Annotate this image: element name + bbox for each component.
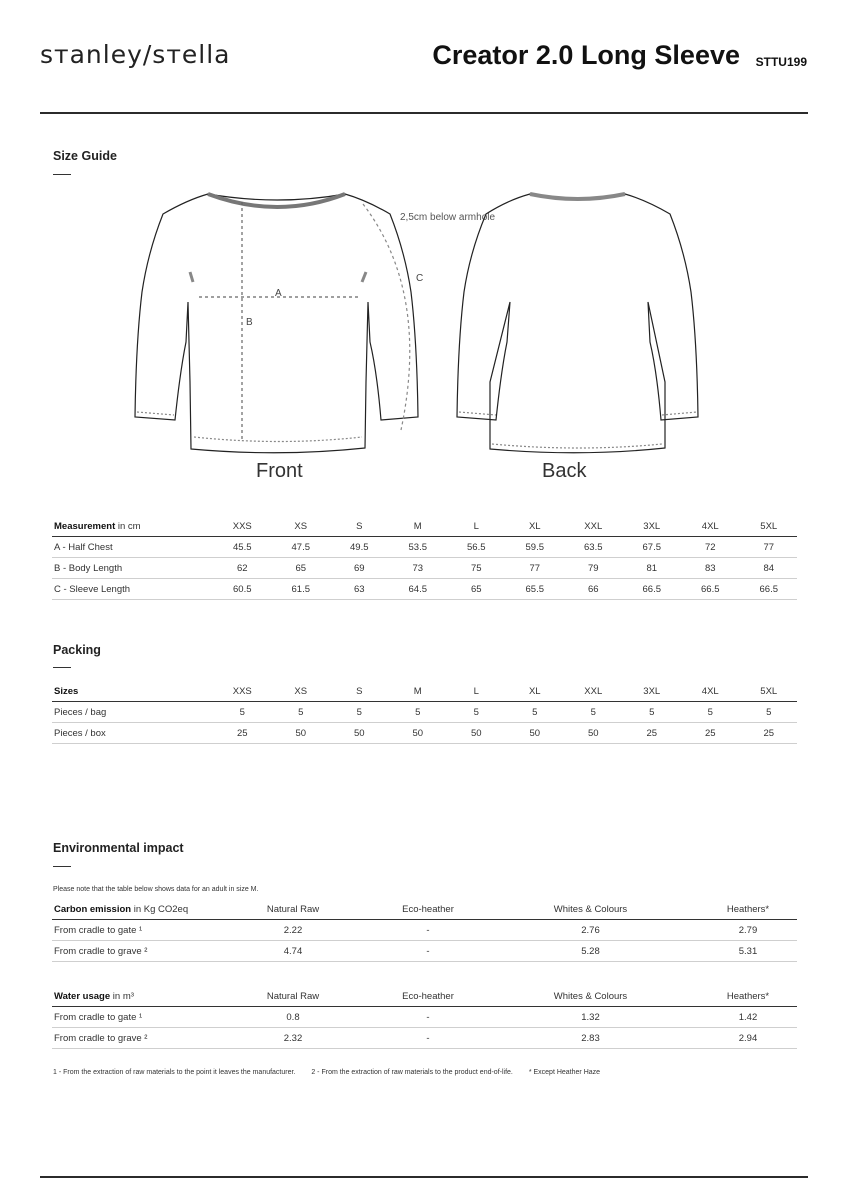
water-header-row (52, 986, 797, 1007)
table-cell: 59.5 (505, 537, 564, 558)
marker-a: A (275, 288, 282, 299)
table-cell: 63.5 (563, 537, 622, 558)
column-header: Heathers* (697, 986, 797, 1007)
column-header: XXL (563, 516, 622, 537)
table-cell: 2.32 (212, 1028, 372, 1049)
column-header: Heathers* (697, 899, 797, 920)
table-cell: 60.5 (212, 579, 271, 600)
table-cell: 83 (680, 558, 739, 579)
table-cell: 50 (271, 723, 330, 744)
carbon-header-label: Carbon emission in Kg CO2eq (52, 899, 212, 920)
table-row (52, 537, 797, 558)
table-cell: 77 (505, 558, 564, 579)
row-label: From cradle to gate ¹ (52, 1007, 212, 1028)
table-cell: 50 (446, 723, 505, 744)
column-header: 4XL (680, 681, 739, 702)
table-cell: 73 (388, 558, 447, 579)
row-label: B - Body Length (52, 558, 212, 579)
table-cell: 50 (388, 723, 447, 744)
garment-diagram (130, 182, 710, 457)
table-row (52, 558, 797, 579)
environment-note: Please note that the table below shows data for an adult in size M. (53, 886, 259, 893)
table-cell: 5 (739, 702, 798, 723)
row-label: From cradle to gate ¹ (52, 920, 212, 941)
table-cell: 45.5 (212, 537, 271, 558)
table-cell: 47.5 (271, 537, 330, 558)
table-cell: 2.22 (212, 920, 372, 941)
column-header: Eco-heather (372, 986, 482, 1007)
column-header: XS (271, 516, 330, 537)
column-header: S (329, 681, 388, 702)
table-cell: 81 (622, 558, 681, 579)
table-cell: 61.5 (271, 579, 330, 600)
table-cell: 75 (446, 558, 505, 579)
column-header: M (388, 516, 447, 537)
footnote-3: * Except Heather Haze (528, 1069, 601, 1076)
table-cell: 5 (622, 702, 681, 723)
brand-logo: sтanley/sтella (40, 40, 231, 69)
table-cell: 65.5 (505, 579, 564, 600)
carbon-header-row (52, 899, 797, 920)
table-row (52, 941, 797, 962)
table-row (52, 723, 797, 744)
table-cell: 66.5 (622, 579, 681, 600)
column-header: 4XL (680, 516, 739, 537)
footnotes (53, 1069, 614, 1076)
column-header: XL (505, 516, 564, 537)
table-cell: 25 (739, 723, 798, 744)
table-cell: 66.5 (680, 579, 739, 600)
column-header: 5XL (739, 681, 798, 702)
column-header: Whites & Colours (482, 899, 697, 920)
table-cell: 0.8 (212, 1007, 372, 1028)
packing-header-label: Sizes (52, 681, 212, 702)
table-cell: 1.32 (482, 1007, 697, 1028)
environment-underline (53, 866, 71, 867)
footnote-2: 2 - From the extraction of raw materials to the product end-of-life. (311, 1069, 513, 1076)
table-cell: - (372, 941, 482, 962)
table-cell: 79 (563, 558, 622, 579)
sleeve-length-line (363, 204, 410, 430)
water-header-label: Water usage in m³ (52, 986, 212, 1007)
carbon-table (52, 899, 797, 962)
table-cell: 50 (329, 723, 388, 744)
table-cell: 72 (680, 537, 739, 558)
column-header: XXS (212, 681, 271, 702)
column-header: 3XL (622, 516, 681, 537)
table-cell: 2.76 (482, 920, 697, 941)
table-cell: 65 (446, 579, 505, 600)
table-cell: 62 (212, 558, 271, 579)
table-cell: 5 (563, 702, 622, 723)
product-reference: STTU199 (755, 55, 807, 69)
table-row (52, 579, 797, 600)
column-header: S (329, 516, 388, 537)
environment-heading: Environmental impact (53, 841, 184, 855)
water-table (52, 986, 797, 1049)
header-divider (40, 112, 808, 114)
measurement-header-label: Measurement in cm (52, 516, 212, 537)
table-cell: 77 (739, 537, 798, 558)
table-cell: 56.5 (446, 537, 505, 558)
column-header: Natural Raw (212, 899, 372, 920)
table-cell: 5 (388, 702, 447, 723)
packing-header-row (52, 681, 797, 702)
table-cell: 53.5 (388, 537, 447, 558)
table-cell: 5 (446, 702, 505, 723)
column-header: Whites & Colours (482, 986, 697, 1007)
table-row (52, 702, 797, 723)
size-guide-heading: Size Guide (53, 149, 117, 163)
marker-c: C (416, 273, 424, 284)
back-garment-illustration (457, 194, 698, 453)
column-header: 3XL (622, 681, 681, 702)
table-cell: 5.31 (697, 941, 797, 962)
product-title: Creator 2.0 Long Sleeve (432, 40, 740, 70)
measurement-header-row (52, 516, 797, 537)
table-cell: 66 (563, 579, 622, 600)
row-label: Pieces / box (52, 723, 212, 744)
packing-table (52, 681, 797, 744)
packing-heading: Packing (53, 643, 101, 657)
column-header: Eco-heather (372, 899, 482, 920)
table-cell: 5.28 (482, 941, 697, 962)
table-cell: - (372, 920, 482, 941)
table-cell: - (372, 1007, 482, 1028)
table-cell: 2.94 (697, 1028, 797, 1049)
table-cell: 64.5 (388, 579, 447, 600)
table-cell: 5 (680, 702, 739, 723)
footnote-1: 1 - From the extraction of raw materials to the point it leaves the manufacturer. (53, 1069, 296, 1076)
row-label: A - Half Chest (52, 537, 212, 558)
table-cell: 2.83 (482, 1028, 697, 1049)
table-cell: 2.79 (697, 920, 797, 941)
row-label: From cradle to grave ² (52, 1028, 212, 1049)
row-label: Pieces / bag (52, 702, 212, 723)
table-cell: 69 (329, 558, 388, 579)
column-header: L (446, 516, 505, 537)
table-cell: 1.42 (697, 1007, 797, 1028)
table-cell: 67.5 (622, 537, 681, 558)
table-cell: - (372, 1028, 482, 1049)
size-guide-underline (53, 174, 71, 175)
table-cell: 25 (622, 723, 681, 744)
footer-divider (40, 1176, 808, 1178)
table-cell: 5 (329, 702, 388, 723)
armhole-annotation: 2,5cm below armhole (400, 212, 496, 223)
table-row (52, 1007, 797, 1028)
marker-b: B (246, 317, 253, 328)
row-label: C - Sleeve Length (52, 579, 212, 600)
back-label: Back (542, 460, 587, 482)
table-cell: 65 (271, 558, 330, 579)
table-cell: 63 (329, 579, 388, 600)
table-cell: 50 (563, 723, 622, 744)
table-cell: 84 (739, 558, 798, 579)
table-cell: 25 (212, 723, 271, 744)
front-garment-illustration (135, 194, 418, 453)
table-cell: 5 (212, 702, 271, 723)
row-label: From cradle to grave ² (52, 941, 212, 962)
column-header: Natural Raw (212, 986, 372, 1007)
front-label: Front (256, 460, 303, 482)
column-header: XXS (212, 516, 271, 537)
table-cell: 66.5 (739, 579, 798, 600)
column-header: XXL (563, 681, 622, 702)
column-header: XL (505, 681, 564, 702)
table-row (52, 920, 797, 941)
table-row (52, 1028, 797, 1049)
measurement-table (52, 516, 797, 600)
table-cell: 5 (505, 702, 564, 723)
column-header: L (446, 681, 505, 702)
packing-underline (53, 667, 71, 668)
table-cell: 50 (505, 723, 564, 744)
table-cell: 5 (271, 702, 330, 723)
column-header: M (388, 681, 447, 702)
table-cell: 49.5 (329, 537, 388, 558)
column-header: XS (271, 681, 330, 702)
column-header: 5XL (739, 516, 798, 537)
table-cell: 25 (680, 723, 739, 744)
table-cell: 4.74 (212, 941, 372, 962)
